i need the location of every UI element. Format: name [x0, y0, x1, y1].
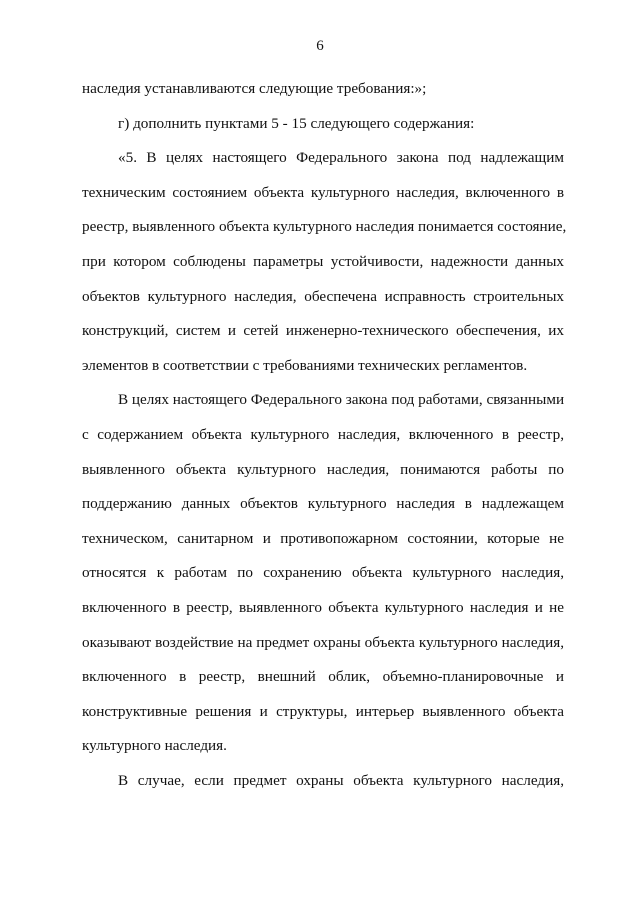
text-line: «5. В целях настоящего Федерального закона под надлежащим [118, 149, 564, 167]
text-line: реестр, выявленного объекта культурного наследия понимается состояние, [82, 218, 567, 236]
text-line: техническим состоянием объекта культурного наследия, включенного в [82, 183, 564, 201]
text-line: г) дополнить пунктами 5 - 15 следующего содержания: [118, 114, 475, 132]
text-line: В случае, если предмет охраны объекта культурного наследия, [118, 771, 564, 789]
text-line: конструкций, систем и сетей инженерно-технического обеспечения, их [82, 322, 564, 340]
text-line: оказывают воздействие на предмет охраны объекта культурного наследия, [82, 633, 564, 651]
text-line: поддержанию данных объектов культурного наследия в надлежащем [82, 495, 564, 513]
text-line: конструктивные решения и структуры, интерьер выявленного объекта [82, 702, 564, 720]
text-line: культурного наследия. [82, 737, 227, 755]
text-line: при котором соблюдены параметры устойчивости, надежности данных [82, 252, 564, 270]
text-line: В целях настоящего Федерального закона под работами, связанными [118, 391, 565, 409]
page-number: 6 [316, 38, 324, 54]
document-body [82, 72, 567, 798]
text-line: выявленного объекта культурного наследия, понимаются работы по [82, 460, 564, 478]
text-line: включенного в реестр, выявленного объекта культурного наследия и не [82, 598, 564, 616]
text-line: техническом, санитарном и противопожарном состоянии, которые не [82, 529, 564, 547]
text-line: относятся к работам по сохранению объекта культурного наследия, [82, 564, 564, 582]
text-line: наследия устанавливаются следующие требования:»; [82, 80, 427, 97]
text-line: включенного в реестр, внешний облик, объемно-планировочные и [82, 668, 564, 686]
text-line: элементов в соответствии с требованиями технических регламентов. [82, 356, 528, 374]
text-line: объектов культурного наследия, обеспечена исправность строительных [82, 287, 564, 305]
text-line: с содержанием объекта культурного наследия, включенного в реестр, [82, 425, 564, 443]
